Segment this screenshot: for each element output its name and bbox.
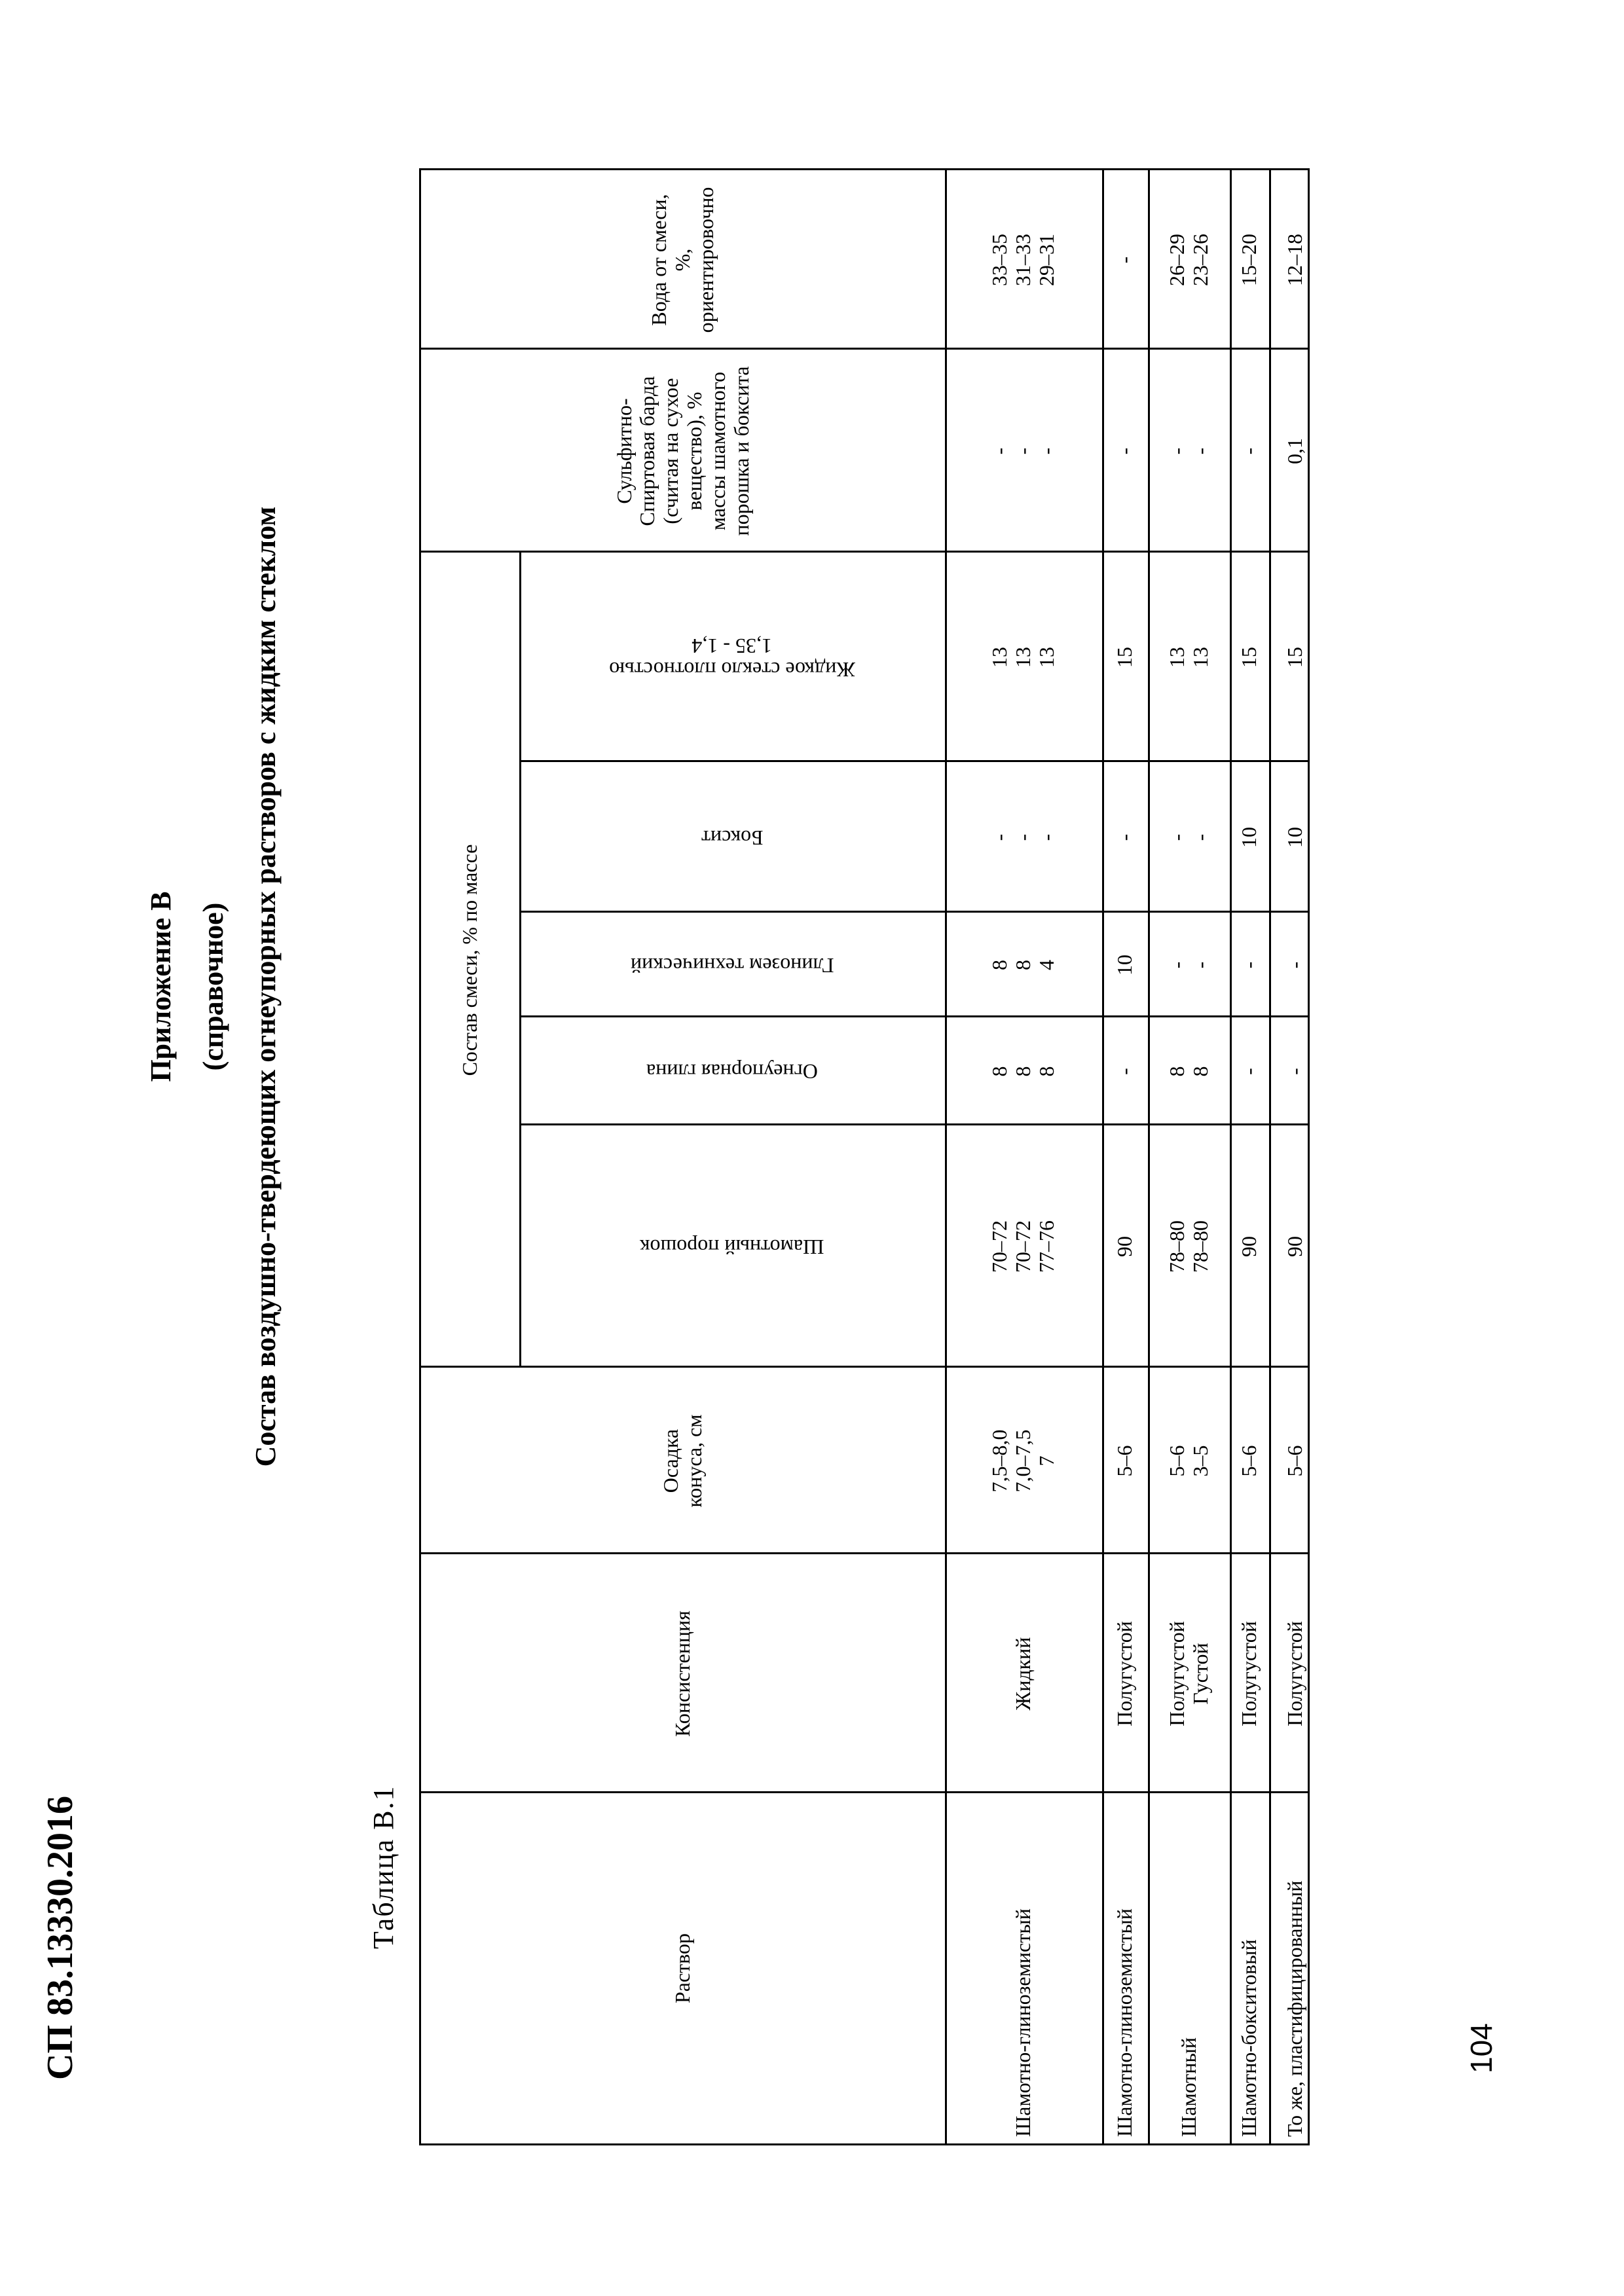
table-cell-water: [1148, 170, 1230, 350]
table-cell-sulfite: [1269, 350, 1321, 553]
table-cell-solution: Шамотно-глиноземистый: [1011, 1908, 1035, 2137]
table-cell-slump: [1148, 1368, 1230, 1554]
cell-value: -: [1283, 1068, 1307, 1075]
table-cell-alumina: [1269, 913, 1321, 1017]
cell-value: Жидкий: [1011, 1637, 1035, 1711]
table-cell-alumina: [945, 913, 1102, 1017]
cell-value: Густой: [1188, 1643, 1212, 1705]
table-cell-glass: [945, 553, 1102, 762]
header-sulfite: Сульфитно-Спиртовая барда (считая на сухое вещество), % массы шамотного порошка и боксита: [612, 366, 753, 536]
cell-value: -: [1034, 447, 1058, 455]
cell-value: 7,0–7,5: [1011, 1429, 1035, 1493]
header-clay: [519, 1017, 945, 1125]
cell-value: 10: [1113, 955, 1137, 975]
cell-value: -: [1011, 833, 1035, 841]
cell-value: 78–80: [1188, 1220, 1212, 1273]
table-cell-glass: [1102, 553, 1148, 762]
table-cell-alumina: [1148, 913, 1230, 1017]
cell-value: -: [1164, 447, 1189, 455]
cell-value: -: [1237, 961, 1261, 969]
cell-value: 70–72: [1011, 1220, 1035, 1273]
table-cell-sulfite: [1230, 350, 1269, 553]
header-chamotte: [519, 1125, 945, 1368]
header-chamotte-label: Шамотный порошок: [640, 1235, 824, 1259]
table-cell-clay: [1102, 1017, 1148, 1125]
cell-value: -: [1113, 447, 1137, 455]
table-cell-glass: [1230, 553, 1269, 762]
table-cell-slump: [1230, 1368, 1269, 1554]
table-cell-water: [1269, 170, 1321, 350]
cell-value: 8: [1188, 1066, 1212, 1077]
cell-value: -: [1113, 1068, 1137, 1075]
table-cell-solution: То же, пластифицированный: [1283, 1880, 1307, 2137]
cell-value: -: [1188, 833, 1212, 841]
cell-value: 5–6: [1164, 1445, 1189, 1477]
cell-value: -: [987, 833, 1012, 841]
table-cell-bauxite: [1230, 762, 1269, 913]
table-cell-water: [1102, 170, 1148, 350]
cell-value: 33–35: [987, 234, 1012, 286]
cell-value: -: [1113, 256, 1137, 264]
table-cell-clay: [1230, 1017, 1269, 1125]
table-cell-bauxite: [1269, 762, 1321, 913]
cell-value: 4: [1034, 960, 1058, 970]
cell-value: -: [1237, 1068, 1261, 1075]
cell-value: Полугустой: [1283, 1621, 1307, 1726]
cell-value: 8: [987, 960, 1012, 970]
cell-value: 90: [1283, 1236, 1307, 1257]
table-cell-solution: Шамотно-глиноземистый: [1113, 1908, 1137, 2137]
cell-value: 10: [1283, 827, 1307, 848]
cell-value: 13: [987, 647, 1012, 668]
table-cell-sulfite: [945, 350, 1102, 553]
header-mix-group: Состав смеси, % по массе: [458, 844, 482, 1076]
table-cell-consistency: [1269, 1554, 1321, 1793]
header-slump: Осадка конуса, см: [659, 1414, 706, 1508]
header-bauxite-label: Боксит: [701, 826, 764, 850]
cell-value: -: [1237, 447, 1261, 455]
table-cell-slump: [1102, 1368, 1148, 1554]
appendix-note: (справочное): [197, 902, 229, 1071]
table-cell-chamotte: [1148, 1125, 1230, 1368]
cell-value: -: [987, 447, 1012, 455]
cell-value: 8: [1011, 960, 1035, 970]
table-cell-consistency: [945, 1554, 1102, 1793]
table-cell-chamotte: [1102, 1125, 1148, 1368]
cell-value: 5–6: [1237, 1445, 1261, 1477]
cell-value: 13: [1164, 647, 1189, 668]
cell-value: 5–6: [1283, 1445, 1307, 1477]
table-cell-water: [945, 170, 1102, 350]
cell-value: -: [1034, 833, 1058, 841]
header-consistency: Консистенция: [671, 1611, 695, 1737]
document-code: СП 83.13330.2016: [40, 1796, 81, 2080]
cell-value: 0,1: [1283, 438, 1307, 464]
table-cell-bauxite: [1102, 762, 1148, 913]
table-cell-slump: [945, 1368, 1102, 1554]
cell-value: -: [1188, 961, 1212, 969]
table-cell-consistency: [1102, 1554, 1148, 1793]
header-clay-label: Огнеупорная глина: [646, 1060, 818, 1084]
appendix-title: Приложение В: [145, 891, 177, 1082]
cell-value: Полугустой: [1237, 1621, 1261, 1726]
cell-value: 90: [1113, 1236, 1137, 1257]
cell-value: 90: [1237, 1236, 1261, 1257]
cell-value: -: [1283, 961, 1307, 969]
header-alumina-label: Глинозем технический: [630, 953, 834, 977]
cell-value: -: [1188, 447, 1212, 455]
cell-value: 7,5–8,0: [987, 1429, 1012, 1493]
table-cell-consistency: [1230, 1554, 1269, 1793]
appendix-caption: Состав воздушно-твердеющих огнеупорных растворов с жидким стеклом: [249, 506, 282, 1467]
cell-value: 15–20: [1237, 234, 1261, 286]
cell-value: 8: [987, 1066, 1012, 1077]
cell-value: 8: [1034, 1066, 1058, 1077]
cell-value: 15: [1113, 647, 1137, 668]
cell-value: 15: [1237, 647, 1261, 668]
cell-value: 12–18: [1283, 234, 1307, 286]
header-alumina: [519, 913, 945, 1017]
cell-value: 5–6: [1113, 1445, 1137, 1477]
table-cell-solution: Шамотно-бокситовый: [1237, 1939, 1261, 2137]
table-cell-chamotte: [1269, 1125, 1321, 1368]
table-cell-clay: [1148, 1017, 1230, 1125]
cell-value: 70–72: [987, 1220, 1012, 1273]
table-cell-clay: [1269, 1017, 1321, 1125]
cell-value: 23–26: [1188, 234, 1212, 286]
table-cell-bauxite: [1148, 762, 1230, 913]
table-cell-chamotte: [945, 1125, 1102, 1368]
table-cell-slump: [1269, 1368, 1321, 1554]
header-bauxite: [519, 762, 945, 913]
cell-value: 77–76: [1034, 1220, 1058, 1273]
header-glass-label: Жидкое стекло плотностью 1,35 - 1,4: [609, 634, 855, 682]
table-cell-chamotte: [1230, 1125, 1269, 1368]
cell-value: 8: [1011, 1066, 1035, 1077]
header-water: Вода от смеси, %, ориентировочно: [647, 187, 718, 333]
table-cell-water: [1230, 170, 1269, 350]
table-label: Таблица В.1: [367, 1785, 399, 1949]
table-cell-alumina: [1102, 913, 1148, 1017]
table-cell-glass: [1148, 553, 1230, 762]
cell-value: 78–80: [1164, 1220, 1189, 1273]
table-rule: [519, 553, 521, 1368]
cell-value: 10: [1237, 827, 1261, 848]
cell-value: -: [1164, 961, 1189, 969]
cell-value: -: [1113, 833, 1137, 841]
table-cell-bauxite: [945, 762, 1102, 913]
cell-value: -: [1011, 447, 1035, 455]
table-cell-solution: Шамотный: [1176, 2037, 1200, 2137]
cell-value: 8: [1164, 1066, 1189, 1077]
header-solution: Раствор: [671, 1933, 695, 2004]
header-glass: [519, 553, 945, 762]
cell-value: Полугустой: [1164, 1621, 1189, 1726]
table-cell-consistency: [1148, 1554, 1230, 1793]
table-cell-sulfite: [1102, 350, 1148, 553]
table-cell-clay: [945, 1017, 1102, 1125]
composition-table: [419, 168, 1310, 2145]
cell-value: Полугустой: [1113, 1621, 1137, 1726]
cell-value: 13: [1011, 647, 1035, 668]
cell-value: 31–33: [1011, 234, 1035, 286]
cell-value: 13: [1188, 647, 1212, 668]
page-number: 104: [1464, 2023, 1498, 2073]
table-cell-alumina: [1230, 913, 1269, 1017]
cell-value: 7: [1034, 1455, 1058, 1467]
cell-value: 15: [1283, 647, 1307, 668]
table-cell-glass: [1269, 553, 1321, 762]
cell-value: -: [1164, 833, 1189, 841]
cell-value: 26–29: [1164, 234, 1189, 286]
cell-value: 29–31: [1034, 234, 1058, 286]
table-cell-sulfite: [1148, 350, 1230, 553]
cell-value: 13: [1034, 647, 1058, 668]
cell-value: 3–5: [1188, 1445, 1212, 1477]
